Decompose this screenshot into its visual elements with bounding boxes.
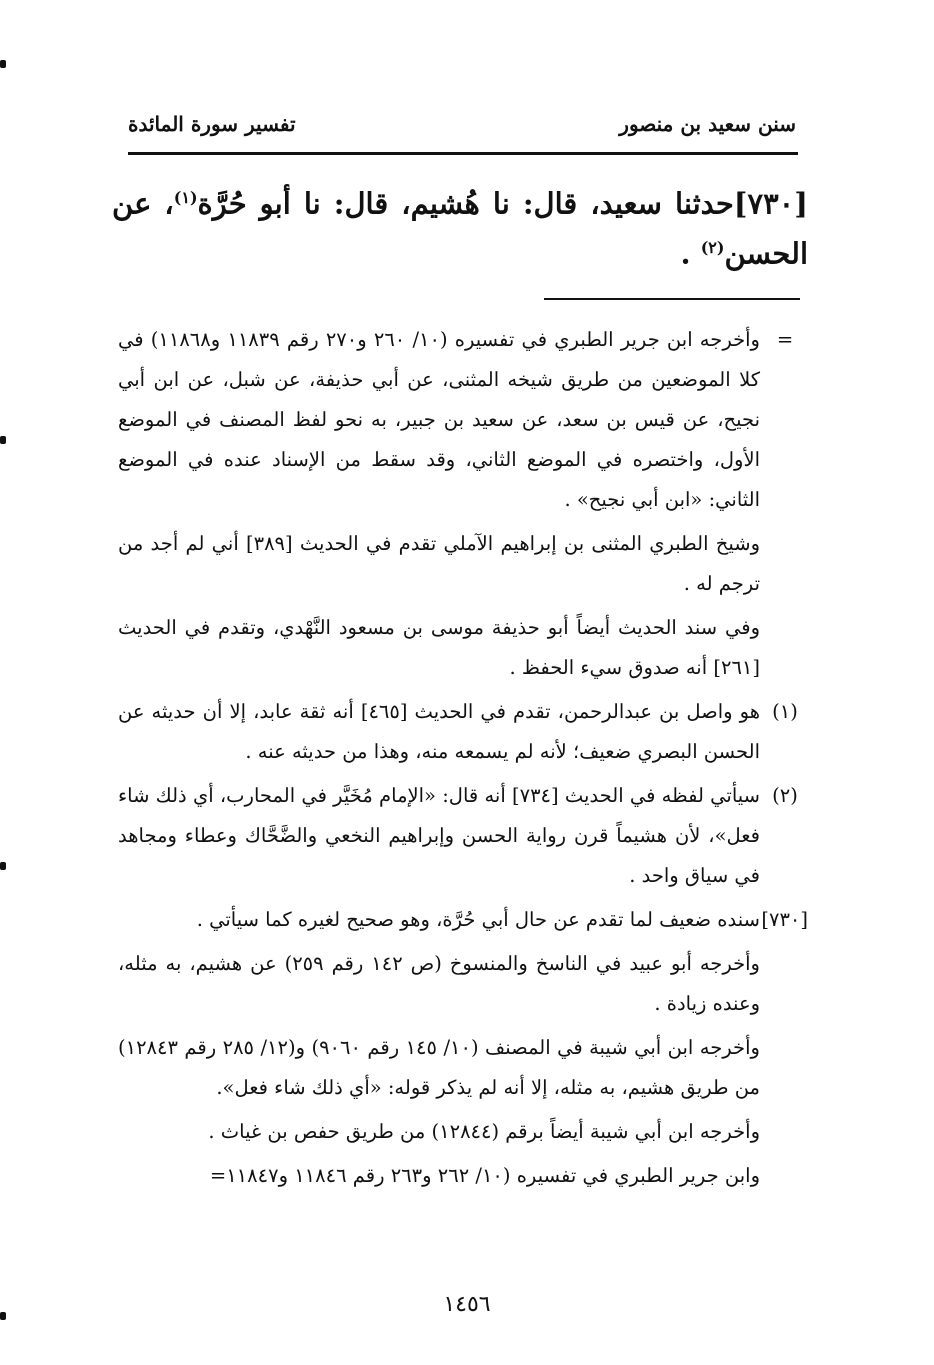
hadith-number: [٧٣٠] (733, 186, 808, 221)
scan-speck (0, 436, 6, 444)
footnote-text: وأخرجه ابن أبي شيبة في المصنف (١٠/ ١٤٥ رقم ٩٠٦٠) و(١٢/ ٢٨٥ رقم ١٢٨٤٣) من طريق هشيم، به مثله، إلا أنه لم يذكر قوله: «أي ذلك شاء فعل». (118, 1036, 760, 1099)
footnote-paragraph (118, 1028, 808, 1108)
footnote-paragraph (118, 524, 808, 604)
hadith-text-part1: حدثنا سعيد، قال: نا هُشيم، قال: نا أبو حُرَّة (197, 186, 734, 221)
footnote-text: سيأتي لفظه في الحديث [٧٣٤] أنه قال: «الإمام مُخَيَّر في المحارب، أي ذلك شاء فعل»، لأن هشيماً قرن رواية الحسن وإبراهيم النخعي والضَّحَّاك وعطاء ومجاهد في سياق واحد . (118, 784, 761, 887)
footnotes (118, 320, 808, 1200)
running-header-book-title: سنن سعيد بن منصور (619, 112, 796, 136)
footnote-text: وأخرجه ابن أبي شيبة أيضاً برقم (١٢٨٤٤) من طريق حفص بن غياث . (208, 1120, 760, 1143)
scan-speck (0, 60, 6, 68)
footnote-paragraph (118, 944, 808, 1024)
footnote-text: وابن جرير الطبري في تفسيره (١٠/ ٢٦٢ و٢٦٣ رقم ١١٨٤٦ و١١٨٤٧= (209, 1164, 760, 1187)
footnote-ref-2: (٢) (700, 237, 725, 257)
scan-speck (0, 1312, 6, 1320)
hadith-text-part2: ، عن الحسن (112, 186, 808, 271)
footnote-ref-1: (١) (173, 188, 198, 207)
footnote-text: وأخرجه ابن جرير الطبري في تفسيره (١٠/ ٢٦٠ و٢٧٠ رقم ١١٨٣٩ و١١٨٦٨) في كلا الموضعين من طريق شيخه المثنى، عن أبي حذيفة، عن شبل، عن ابن أبي نجيح، عن قيس بن سعد، عن سعيد بن جبير، به نحو لفظ المصنف في الموضع الأول، واختصره في الموضع الثاني، وقد سقط من الإسناد عنده في الموضع الثاني: «ابن أبي نجيح» . (118, 328, 760, 511)
footnote-paragraph (118, 1156, 808, 1196)
footnote-text: وشيخ الطبري المثنى بن إبراهيم الآملي تقدم في الحديث [٣٨٩] أني لم أجد من ترجم له . (118, 532, 760, 595)
footnote-paragraph (118, 776, 808, 896)
footnote-paragraph (118, 608, 808, 688)
header-rule (128, 152, 798, 155)
footnote-separator (544, 298, 800, 300)
footnote-marker: [٧٣٠] (761, 908, 808, 931)
footnote-marker: = (776, 328, 794, 351)
footnote-text: هو واصل بن عبدالرحمن، تقدم في الحديث [٤٦٥] أنه ثقة عابد، إلا أن حديثه عن الحسن البصري ضعيف؛ لأنه لم يسمعه منه، وهذا من حديثه عنه . (118, 700, 760, 763)
footnote-paragraph (118, 320, 808, 520)
hadith-text-end: . (680, 236, 701, 271)
footnote-marker: (١) (772, 700, 798, 723)
footnote-text: سنده ضعيف لما تقدم عن حال أبي حُرَّة، وهو صحيح لغيره كما سيأتي . (196, 908, 760, 931)
scan-speck (0, 862, 6, 870)
hadith-text (112, 176, 808, 275)
footnote-text: وأخرجه أبو عبيد في الناسخ والمنسوخ (ص ١٤٢ رقم ٢٥٩) عن هشيم، به مثله، وعنده زيادة . (118, 952, 760, 1015)
footnote-paragraph (118, 1112, 808, 1152)
running-header-section-title: تفسير سورة المائدة (128, 112, 296, 136)
footnote-text: وفي سند الحديث أيضاً أبو حذيفة موسى بن مسعود النَّهْدي، وتقدم في الحديث [٢٦١] أنه صدوق سيء الحفظ . (118, 616, 760, 679)
footnote-paragraph (118, 692, 808, 772)
footnote-paragraph (118, 900, 808, 940)
footnote-marker: (٢) (772, 784, 798, 807)
page-number: ١٤٥٦ (443, 1292, 491, 1317)
